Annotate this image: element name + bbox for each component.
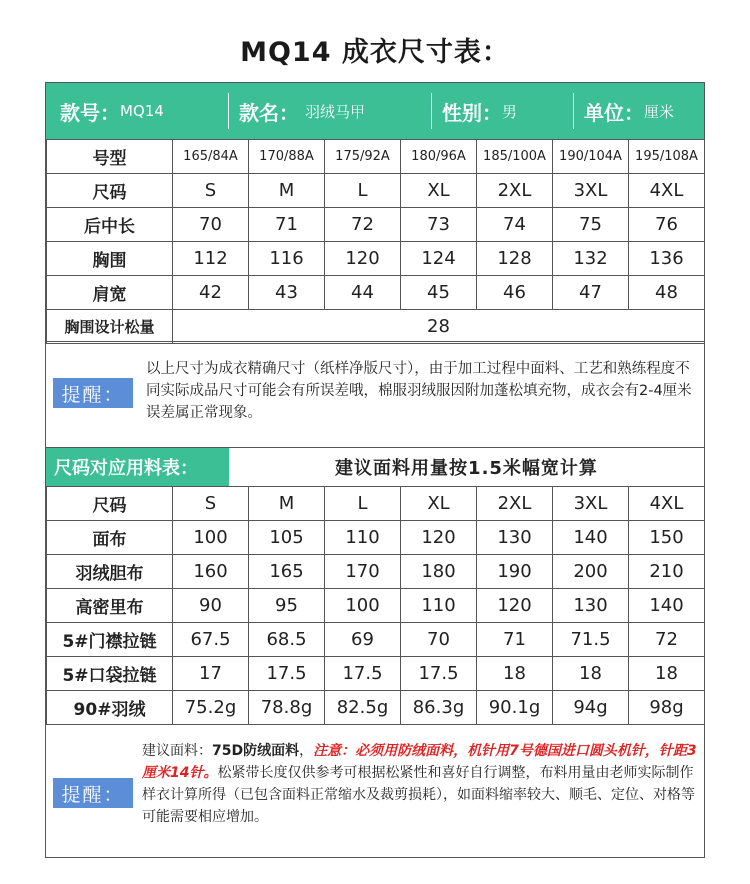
row-label: 90#羽绒 bbox=[47, 691, 173, 725]
table-row bbox=[47, 521, 705, 555]
table-cell: 45 bbox=[401, 276, 477, 310]
row-label: 5#门襟拉链 bbox=[47, 623, 173, 657]
table-cell: 42 bbox=[173, 276, 249, 310]
table-cell: 180 bbox=[401, 555, 477, 589]
note-text-part: 松紧带长度仅供参考可根据松紧性和喜好自行调整，布料用量由老师实际制作样衣计算所得（已包含面料正常缩水及裁剪损耗），如面料缩率较大、顺毛、定位、对格等可能需要相应增加。 bbox=[142, 765, 695, 825]
table-cell: 150 bbox=[629, 521, 705, 555]
table-cell: 110 bbox=[325, 521, 401, 555]
table-cell: S bbox=[173, 487, 249, 521]
note-warning: 注意：必须用防绒面料，机针用7号德国进口圆头机针，针距3厘米14针。 bbox=[142, 743, 697, 781]
reminder-badge: 提醒： bbox=[53, 778, 133, 808]
table-cell: 4XL bbox=[629, 487, 705, 521]
table-cell: M bbox=[249, 487, 325, 521]
table-cell: 105 bbox=[249, 521, 325, 555]
table-row bbox=[47, 276, 705, 310]
row-label: 羽绒胆布 bbox=[47, 555, 173, 589]
table-cell: 124 bbox=[401, 242, 477, 276]
table-cell: 72 bbox=[325, 208, 401, 242]
note-text-part: ， bbox=[299, 743, 314, 759]
info-header-bar bbox=[46, 83, 704, 139]
unit-value: 厘米 bbox=[644, 102, 675, 121]
row-label: 胸围设计松量 bbox=[47, 310, 173, 344]
table-cell: 44 bbox=[325, 276, 401, 310]
table-cell: 140 bbox=[629, 589, 705, 623]
table-cell: 3XL bbox=[553, 174, 629, 208]
table-cell: 17 bbox=[173, 657, 249, 691]
table-cell: 67.5 bbox=[173, 623, 249, 657]
fabric-table bbox=[46, 486, 705, 725]
row-label: 肩宽 bbox=[47, 276, 173, 310]
row-label: 号型 bbox=[47, 140, 173, 174]
table-cell: 90.1g bbox=[477, 691, 553, 725]
reminder-text-2 bbox=[142, 740, 698, 828]
style-name-value: 羽绒马甲 bbox=[305, 102, 366, 121]
table-cell: 72 bbox=[629, 623, 705, 657]
unit-label: 单位： bbox=[584, 100, 644, 125]
table-cell: 98g bbox=[629, 691, 705, 725]
table-cell: 170 bbox=[325, 555, 401, 589]
table-cell: L bbox=[325, 174, 401, 208]
table-cell: 128 bbox=[477, 242, 553, 276]
fabric-section-header bbox=[46, 447, 704, 487]
gender-value: 男 bbox=[502, 102, 518, 121]
table-cell: 71.5 bbox=[553, 623, 629, 657]
table-cell: 175/92A bbox=[325, 140, 401, 174]
table-cell: 18 bbox=[629, 657, 705, 691]
table-cell: 130 bbox=[477, 521, 553, 555]
table-cell: 185/100A bbox=[477, 140, 553, 174]
table-cell: 3XL bbox=[553, 487, 629, 521]
reminder-box-2 bbox=[46, 724, 704, 857]
table-cell: 140 bbox=[553, 521, 629, 555]
table-cell: 74 bbox=[477, 208, 553, 242]
table-cell: 95 bbox=[249, 589, 325, 623]
table-cell: 17.5 bbox=[249, 657, 325, 691]
row-label: 尺码 bbox=[47, 487, 173, 521]
style-number-value: MQ14 bbox=[120, 102, 164, 120]
table-cell: 4XL bbox=[629, 174, 705, 208]
table-cell: 195/108A bbox=[629, 140, 705, 174]
table-cell: 116 bbox=[249, 242, 325, 276]
note-text-part: 建议面料： bbox=[142, 743, 212, 759]
header-divider bbox=[573, 93, 574, 129]
table-cell: 75.2g bbox=[173, 691, 249, 725]
table-cell: XL bbox=[401, 174, 477, 208]
table-cell: 71 bbox=[249, 208, 325, 242]
style-name bbox=[239, 83, 365, 139]
row-label: 胸围 bbox=[47, 242, 173, 276]
style-number-label: 款号： bbox=[60, 100, 120, 125]
row-label: 尺码 bbox=[47, 174, 173, 208]
table-cell: 200 bbox=[553, 555, 629, 589]
table-cell: 100 bbox=[325, 589, 401, 623]
table-cell: 82.5g bbox=[325, 691, 401, 725]
row-label: 面布 bbox=[47, 521, 173, 555]
table-cell: 2XL bbox=[477, 174, 553, 208]
table-cell: 210 bbox=[629, 555, 705, 589]
table-cell: 2XL bbox=[477, 487, 553, 521]
row-label: 后中长 bbox=[47, 208, 173, 242]
row-label: 5#口袋拉链 bbox=[47, 657, 173, 691]
table-row bbox=[47, 623, 705, 657]
table-cell: 17.5 bbox=[325, 657, 401, 691]
table-cell: 73 bbox=[401, 208, 477, 242]
table-cell: 100 bbox=[173, 521, 249, 555]
table-cell: 78.8g bbox=[249, 691, 325, 725]
table-cell: M bbox=[249, 174, 325, 208]
table-row bbox=[47, 691, 705, 725]
size-table bbox=[46, 139, 705, 344]
table-row bbox=[47, 140, 705, 174]
table-row bbox=[47, 242, 705, 276]
table-cell: 68.5 bbox=[249, 623, 325, 657]
page-title: MQ14 成衣尺寸表： bbox=[240, 37, 510, 68]
unit bbox=[584, 83, 674, 139]
table-cell: 47 bbox=[553, 276, 629, 310]
table-cell: 180/96A bbox=[401, 140, 477, 174]
table-cell: 165/84A bbox=[173, 140, 249, 174]
table-cell: 70 bbox=[173, 208, 249, 242]
table-cell: 18 bbox=[553, 657, 629, 691]
table-row bbox=[47, 657, 705, 691]
row-label: 高密里布 bbox=[47, 589, 173, 623]
table-row bbox=[47, 487, 705, 521]
table-cell: 46 bbox=[477, 276, 553, 310]
table-cell: 190 bbox=[477, 555, 553, 589]
note-fabric-spec: 75D防绒面料 bbox=[212, 743, 300, 759]
reminder-text: 以上尺寸为成衣精确尺寸（纸样净版尺寸），由于加工过程中面料、工艺和熟练程度不同实际成品尺寸可能会有所误差哦，棉服羽绒服因附加蓬松填充物，成衣会有2-4厘米误差属正常现象。 bbox=[146, 361, 692, 421]
reminder-box bbox=[46, 341, 704, 447]
table-cell: S bbox=[173, 174, 249, 208]
gender-label: 性别： bbox=[442, 100, 502, 125]
table-cell: 120 bbox=[477, 589, 553, 623]
table-cell: 70 bbox=[401, 623, 477, 657]
table-row bbox=[47, 589, 705, 623]
table-row bbox=[47, 208, 705, 242]
table-cell: 132 bbox=[553, 242, 629, 276]
table-cell: 75 bbox=[553, 208, 629, 242]
table-cell: 48 bbox=[629, 276, 705, 310]
table-cell: 112 bbox=[173, 242, 249, 276]
table-cell: 165 bbox=[249, 555, 325, 589]
table-cell: 43 bbox=[249, 276, 325, 310]
size-chart-document bbox=[45, 82, 705, 858]
table-cell: 76 bbox=[629, 208, 705, 242]
table-cell: 160 bbox=[173, 555, 249, 589]
table-cell: 190/104A bbox=[553, 140, 629, 174]
table-cell: 170/88A bbox=[249, 140, 325, 174]
ease-value: 28 bbox=[173, 310, 705, 344]
table-cell: 69 bbox=[325, 623, 401, 657]
style-name-label: 款名： bbox=[239, 100, 299, 125]
table-cell: 18 bbox=[477, 657, 553, 691]
fabric-section-title: 尺码对应用料表： bbox=[46, 448, 229, 486]
table-cell: 120 bbox=[325, 242, 401, 276]
header-divider bbox=[431, 93, 432, 129]
gender bbox=[442, 83, 517, 139]
style-number bbox=[60, 83, 164, 139]
table-row bbox=[47, 174, 705, 208]
table-row bbox=[47, 310, 705, 344]
table-cell: 130 bbox=[553, 589, 629, 623]
table-cell: 136 bbox=[629, 242, 705, 276]
table-cell: 86.3g bbox=[401, 691, 477, 725]
header-divider bbox=[228, 93, 229, 129]
table-row bbox=[47, 555, 705, 589]
table-cell: 120 bbox=[401, 521, 477, 555]
table-cell: 94g bbox=[553, 691, 629, 725]
table-cell: L bbox=[325, 487, 401, 521]
table-cell: 71 bbox=[477, 623, 553, 657]
table-cell: 17.5 bbox=[401, 657, 477, 691]
table-cell: 90 bbox=[173, 589, 249, 623]
table-cell: XL bbox=[401, 487, 477, 521]
table-cell: 110 bbox=[401, 589, 477, 623]
fabric-section-subtitle: 建议面料用量按1.5米幅宽计算 bbox=[335, 458, 598, 479]
reminder-badge: 提醒： bbox=[53, 378, 133, 408]
